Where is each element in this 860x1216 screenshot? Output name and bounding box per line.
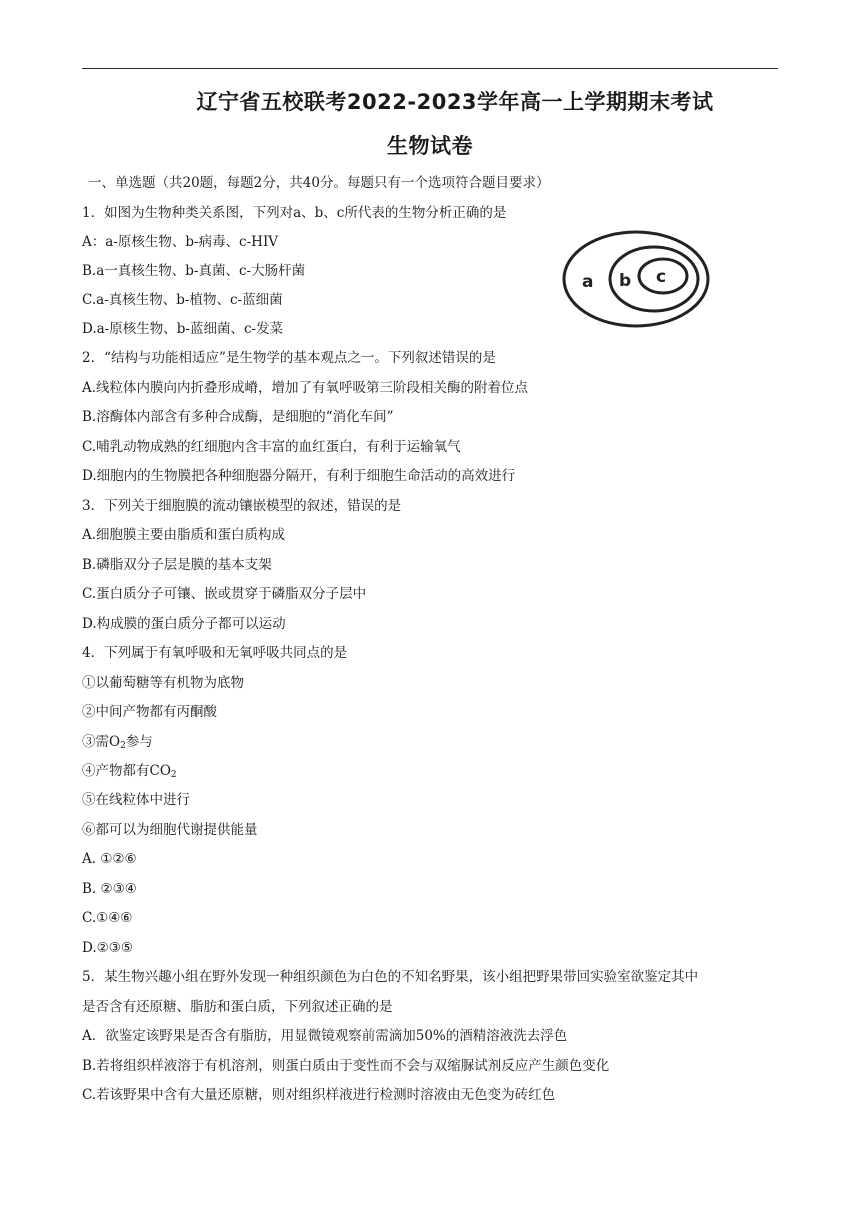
question-1-stem: 1．如图为生物种类关系图，下列对a、b、c所代表的生物分析正确的是: [82, 205, 507, 221]
question-1-option-a: A：a-原核生物、b-病毒、c-HIV: [82, 234, 279, 250]
question-5-option-c: C.若该野果中含有大量还原糖，则对组织样液进行检测时溶液由无色变为砖红色: [82, 1087, 556, 1103]
question-2-option-d: D.细胞内的生物膜把各种细胞器分隔开，有利于细胞生命活动的高效进行: [82, 468, 516, 484]
question-4-item-1: ①以葡萄糖等有机物为底物: [82, 675, 244, 691]
question-5-option-a: A．欲鉴定该野果是否含有脂肪，用显微镜观察前需滴加50%的酒精溶液洗去浮色: [82, 1028, 568, 1044]
question-4-item-6: ⑥都可以为细胞代谢提供能量: [82, 822, 258, 838]
label-c: c: [656, 267, 667, 287]
question-5-option-b: B.若将组织样液溶于有机溶剂，则蛋白质由于变性而不会与双缩脲试剂反应产生颜色变化: [82, 1058, 610, 1074]
question-4-stem: 4．下列属于有氧呼吸和无氧呼吸共同点的是: [82, 645, 348, 661]
question-4-item-5: ⑤在线粒体中进行: [82, 792, 190, 808]
question-1-option-b: B.a一真核生物、b-真菌、c-大肠杆菌: [82, 263, 306, 279]
question-2-option-a: A.线粒体内膜向内折叠形成嵴，增加了有氧呼吸第三阶段相关酶的附着位点: [82, 380, 529, 396]
label-b: b: [619, 271, 632, 291]
exam-subtitle: 生物试卷: [387, 134, 473, 158]
question-3-option-a: A.细胞膜主要由脂质和蛋白质构成: [82, 527, 286, 543]
question-2-stem: 2．“结构与功能相适应”是生物学的基本观点之一。下列叙述错误的是: [82, 350, 496, 366]
question-3-option-b: B.磷脂双分子层是膜的基本支架: [82, 557, 272, 573]
question-5-stem-line1: 5．某生物兴趣小组在野外发现一种组织颜色为白色的不知名野果，该小组把野果带回实验室欲鉴定其中: [82, 969, 699, 985]
question-4-option-c: C.①④⑥: [82, 910, 133, 926]
question-1-option-c: C.a-真核生物、b-植物、c-蓝细菌: [82, 292, 283, 308]
exam-title: 辽宁省五校联考2022-2023学年高一上学期期末考试: [196, 90, 714, 114]
header-rule: [82, 68, 778, 69]
question-4-option-d: D.②③⑤: [82, 940, 133, 956]
question-3-stem: 3．下列关于细胞膜的流动镶嵌模型的叙述，错误的是: [82, 498, 402, 514]
question-4-item-2: ②中间产物都有丙酮酸: [82, 704, 217, 720]
question-3-option-d: D.构成膜的蛋白质分子都可以运动: [82, 616, 286, 632]
question-2-option-c: C.哺乳动物成熟的红细胞内含丰富的血红蛋白，有利于运输氧气: [82, 439, 461, 455]
question-4-option-a: A. ①②⑥: [82, 851, 137, 867]
nested-ellipse-diagram: [560, 228, 712, 330]
question-1-option-d: D.a-原核生物、b-蓝细菌、c-发菜: [82, 321, 284, 337]
question-3-option-c: C.蛋白质分子可镶、嵌或贯穿于磷脂双分子层中: [82, 586, 367, 602]
label-a: a: [582, 272, 594, 292]
question-4-item-4: ④产物都有$CO_2$: [82, 763, 177, 780]
section-heading: 一、单选题（共20题，每题2分，共40分。每题只有一个选项符合题目要求）: [88, 175, 550, 191]
question-4-item-3: ③需$O_2$参与: [82, 734, 153, 751]
question-4-option-b: B. ②③④: [82, 881, 137, 897]
question-5-stem-line2: 是否含有还原糖、脂肪和蛋白质，下列叙述正确的是: [82, 999, 393, 1015]
question-2-option-b: B.溶酶体内部含有多种合成酶，是细胞的“消化车间”: [82, 409, 394, 425]
